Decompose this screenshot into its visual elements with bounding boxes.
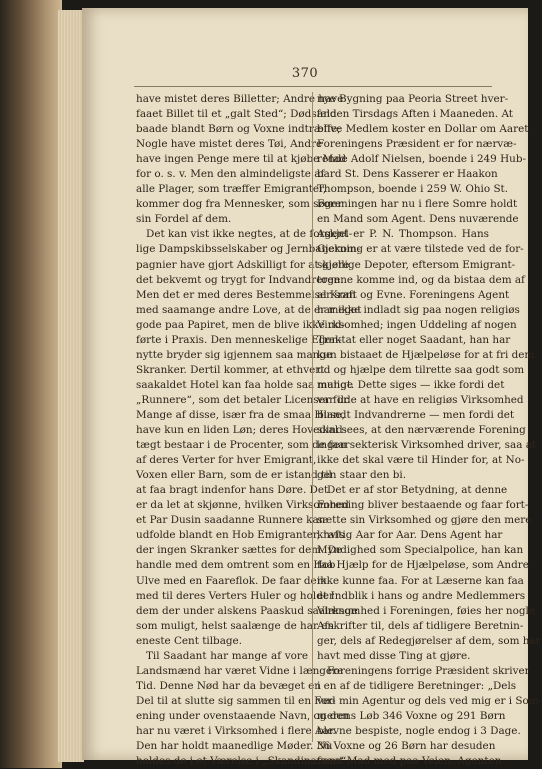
text-line: Det kan vist ikke negtes, at de forskjel-: [146, 228, 353, 241]
text-line: skjellige Depoter, eftersom Emigrant-: [317, 258, 516, 271]
text-line: førte i Praxis. Den menneskelige Egen-: [136, 333, 342, 346]
text-line: Forening bliver bestaaende og faar fort-: [317, 499, 529, 512]
text-line: tægt bestaar i de Procenter, som de faar: [136, 439, 350, 452]
text-line: holdes de i et Værelse i „Skandinavens“: [136, 755, 347, 768]
text-line: kommer dog fra Mennesker, som søger: [136, 198, 343, 211]
text-line: udfolde blandt en Hob Emigranter, hvis: [136, 529, 345, 542]
text-line: „Runnere“, som det betaler Licenser for.: [136, 393, 351, 406]
text-line: for o. s. v. Men den almindeligste af: [136, 168, 325, 181]
text-line: blevne bespiste, nogle endog i 3 Dage.: [317, 724, 521, 737]
text-line: sin Fordel af dem.: [136, 213, 232, 226]
book-spine-shadow: [0, 0, 62, 768]
text-line: det bekvemt og trygt for Indvandreren.: [136, 273, 344, 286]
text-line: et Par Dusin saadanne Runnere kan: [136, 514, 326, 527]
text-line: ger, dels af Redegjørelser af dem, som har: [317, 634, 541, 647]
text-line: at faa bragt indenfor hans Døre. Det: [136, 484, 329, 497]
text-line: sætte sin Virksomhed og gjøre den mere: [317, 514, 532, 527]
text-line: bard St. Dens Kasserer er Haakon: [317, 168, 498, 181]
text-line: faa Hjælp for de Hjælpeløse, som Andre: [317, 559, 529, 572]
header-rule: [134, 86, 492, 87]
text-line: Afskrifter til, dels af tidligere Beretnin-: [317, 619, 524, 632]
text-line: nye Bygning paa Peoria Street hver-: [317, 93, 509, 105]
text-line: blandt Indvandrerne — men fordi det: [317, 408, 515, 421]
text-line: rende Adolf Nielsen, boende i 249 Hub-: [317, 153, 526, 166]
text-line: ening under ovenstaaende Navn, og den: [136, 709, 350, 722]
text-line: Tid. Denne Nød har da bevæget en: [136, 679, 321, 692]
text-line: Ulve med en Faareflok. De faar dem: [136, 574, 327, 587]
text-line: af deres Verter for hver Emigrant,: [136, 454, 317, 467]
text-line: har nu været i Virksomhed i flere Aar.: [136, 724, 336, 737]
text-line: med til deres Verters Huler og holder: [136, 589, 334, 602]
text-line: nytte bryder sig igjennem saa mange: [136, 348, 333, 361]
text-line: Den har holdt maanedlige Møder. Nu: [136, 740, 333, 753]
page-edges: [58, 10, 84, 762]
text-line: kun bistaaet de Hjælpeløse for at fri dem: [317, 348, 535, 361]
text-line: faaet Billet til et „galt Sted“; Dødsfald: [136, 108, 337, 121]
text-line: skal sees, at den nærværende Forening: [317, 424, 526, 437]
text-line: 36 Voxne og 26 Børn har desuden: [317, 740, 496, 753]
text-line: faaet Mad med paa Veien. Agenten: [317, 755, 502, 768]
text-line: en Mand som Agent. Dens nuværende: [317, 213, 519, 226]
text-line: med saamange andre Love, at de er meget: [136, 303, 362, 316]
text-line: Myndighed som Specialpolice, han kan: [317, 544, 524, 557]
text-line: Agent er P. N. Thompson. Hans: [317, 228, 489, 241]
text-line: Det er af stor Betydning, at denne: [327, 484, 508, 497]
text-line: Foreningen har nu i flere Somre holdt: [317, 198, 518, 211]
text-line: eneste Cent tilbage.: [136, 634, 242, 647]
text-line: al Kraft og Evne. Foreningens Agent: [317, 288, 510, 301]
text-line: ud og hjælpe dem tilrette saa godt som: [317, 363, 525, 376]
text-line: ikke det skal være til Hinder for, at No-: [317, 454, 525, 467]
text-line: ved min Agentur og dels ved mig er i Som-: [317, 694, 542, 707]
text-line: Virksomhed; ingen Uddeling af nogen: [317, 318, 517, 331]
text-line: er da let at skjønne, hvilken Virksomhed: [136, 499, 349, 512]
text-line: Thompson, boende i 259 W. Ohio St.: [317, 183, 509, 196]
book-page: [82, 8, 542, 768]
text-line: togene komme ind, og da bistaa dem af: [317, 273, 525, 286]
text-line: lige Dampskibsselskaber og Jernbanekom-: [136, 243, 361, 256]
text-line: gen staar den bi.: [317, 469, 407, 482]
page-number: 370: [291, 66, 319, 81]
text-line: alle Plager, som træffer Emigranter,: [136, 183, 327, 196]
text-line: har ikke indladt sig paa nogen religiøs: [317, 303, 520, 316]
text-line: kraftig Aar for Aar. Dens Agent har: [317, 529, 503, 542]
text-line: som muligt, helst saalænge de har en: [136, 619, 335, 632]
text-line: ingen sekterisk Virksomhed driver, saa at: [317, 439, 537, 452]
text-line: Mange af disse, især fra de smaa Huse,: [136, 408, 345, 421]
text-line: var ilde at have en religiøs Virksomhed: [317, 393, 524, 406]
text-line: Nogle have mistet deres Tøi, Andre: [136, 138, 323, 151]
text-line: i en af de tidligere Beretninger: „Dels: [317, 679, 517, 692]
text-line: havt med disse Ting at gjøre.: [317, 649, 471, 662]
text-line: Voxen eller Barn, som de er istand til: [136, 469, 332, 482]
text-line: merens Løb 346 Voxne og 291 Børn: [317, 709, 506, 722]
text-line: Foreningens forrige Præsident skriver: [327, 664, 530, 677]
text-line: der ingen Skranker sættes for dem. De: [136, 544, 343, 557]
text-line: saakaldet Hotel kan faa holde saa mange: [136, 378, 354, 391]
text-line: muligt. Dette siges — ikke fordi det: [317, 378, 505, 391]
text-line: Landsmænd har været Vidne i længere: [136, 664, 344, 677]
text-line: et Indblik i hans og andre Medlemmers: [317, 589, 526, 602]
text-line: have mistet deres Billetter; Andre have: [136, 93, 344, 105]
text-line: Skranker. Dertil kommer, at ethvert: [136, 363, 325, 376]
text-line: ikke kunne faa. For at Læserne kan faa: [317, 574, 524, 587]
text-line: pagnier have gjort Adskilligt for at gjøre: [136, 258, 350, 271]
text-line: dem der under alskens Paaskud saalænge: [136, 604, 358, 617]
text-line: have kun en liden Løn; deres Hovedind-: [136, 424, 347, 437]
text-line: baade blandt Børn og Voxne indtræffe;: [136, 123, 341, 136]
text-line: Men det er med deres Bestemmelser som: [136, 288, 356, 301]
text-line: Del til at slutte sig sammen til en For-: [136, 694, 336, 707]
column-divider: [312, 92, 313, 742]
text-line: Virksomhed i Foreningen, føies her nogle: [317, 604, 535, 617]
text-line: Foreningens Præsident er for nærvæ-: [317, 138, 517, 151]
right-column: [317, 92, 542, 769]
text-line: Til Saadant har mange af vore: [146, 649, 308, 662]
text-line: anden Tirsdags Aften i Maaneden. At: [317, 108, 513, 121]
text-line: Traktat eller noget Saadant, han har: [317, 333, 511, 346]
text-line: gode paa Papiret, men de blive ikke ud-: [136, 318, 345, 331]
text-line: Gjerning er at være tilstede ved de for-: [317, 243, 524, 256]
text-line: have ingen Penge mere til at kjøbe Mad: [136, 153, 347, 166]
text-line: handle med dem omtrent som en Hob: [136, 559, 336, 572]
text-line: blive Medlem koster en Dollar om Aaret.: [317, 123, 532, 136]
